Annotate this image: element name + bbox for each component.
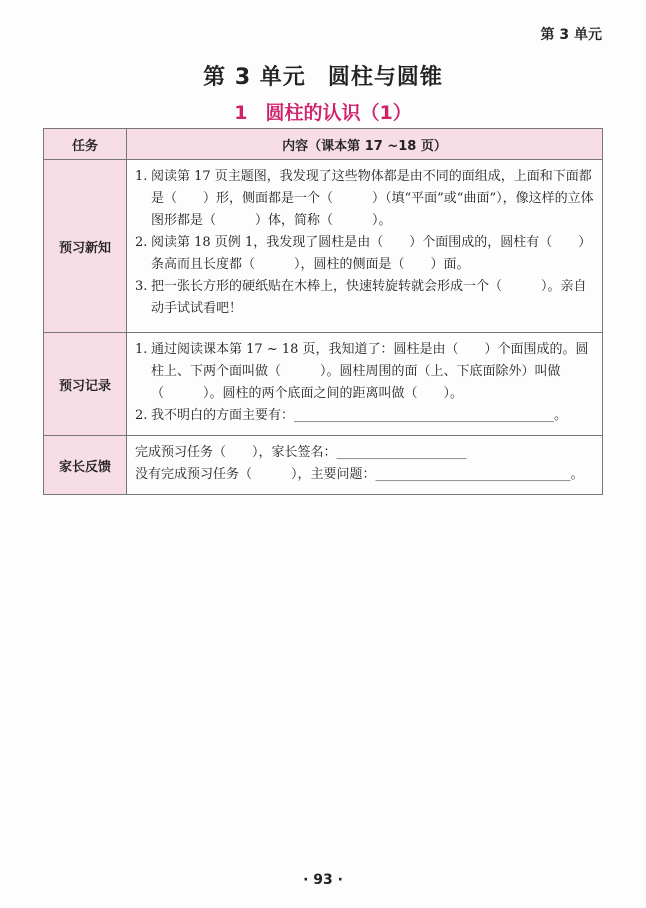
feedback-line-completed: 完成预习任务（ ），家长签名：____________________ [135,445,467,460]
lesson-name: 圆柱的认识（1） [265,102,412,124]
item-number: 2. [135,408,148,423]
item-number: 1. [135,342,148,357]
unit-title [0,60,646,91]
row-content-preview-record [127,333,603,436]
row-label-parent-feedback: 家长反馈 [44,436,127,495]
list-item [135,166,594,232]
item-number: 1. [135,169,148,184]
item-text: 把一张长方形的硬纸贴在木棒上，快速转旋转就会形成一个（ ）。亲自动手试试看吧！ [151,279,587,316]
content-column-header: 内容（课本第 17 ~18 页） [127,129,603,160]
row-label-preview-new: 预习新知 [44,160,127,333]
list-item [135,339,594,405]
row-content-parent-feedback [127,436,603,495]
unit-number: 第 3 单元 [203,65,306,90]
unit-name: 圆柱与圆锥 [327,65,443,90]
preview-table [43,128,603,495]
feedback-line-not-completed: 没有完成预习任务（ ），主要问题：______________________________。 [135,467,584,482]
item-text: 通过阅读课本第 17 ~ 18 页，我知道了：圆柱是由（ ）个面围成的。圆柱上、下两个面叫做（ ）。圆柱周围的面（上、下底面除外）叫做（ ）。圆柱的两个底面之间的距离叫做（ ）。 [151,342,589,401]
table-row [44,436,603,495]
lesson-number: 1 [234,102,248,124]
page-number: · 93 · [303,872,343,888]
item-text: 阅读第 18 页例 1，我发现了圆柱是由（ ）个面围成的，圆柱有（ ）条高而且长度都（ ），圆柱的侧面是（ ）面。 [151,235,592,272]
list-item [135,232,594,276]
lesson-title [0,98,646,125]
item-text: 我不明白的方面主要有：________________________________________。 [151,408,568,423]
item-number: 3. [135,279,148,294]
row-content-preview-new [127,160,603,333]
task-column-header: 任务 [44,129,127,160]
row-label-preview-record: 预习记录 [44,333,127,436]
unit-corner-label: 第 3 单元 [540,27,602,43]
item-text: 阅读第 17 页主题图，我发现了这些物体都是由不同的面组成，上面和下面都是（ ）形，侧面都是一个（ ）（填“平面”或“曲面”），像这样的立体图形都是（ ）体，简称（ ）。 [151,169,594,228]
item-number: 2. [135,235,148,250]
list-item [135,405,594,427]
table-row [44,160,603,333]
table-row [44,333,603,436]
table-header-row [44,129,603,160]
list-item [135,276,594,320]
